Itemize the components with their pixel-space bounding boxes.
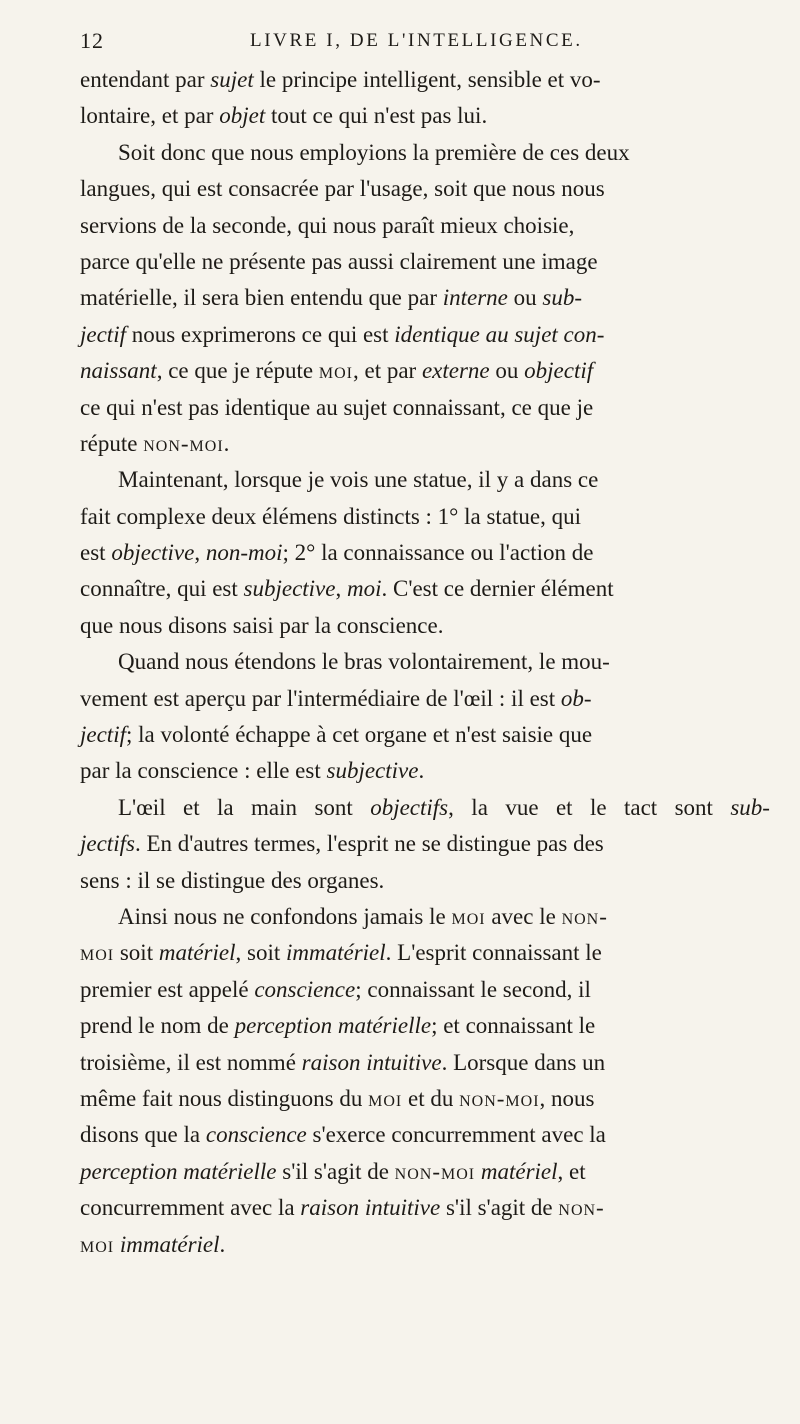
italic-run: raison intuitive xyxy=(300,1195,441,1221)
italic-run: objective xyxy=(111,540,195,566)
text-run: , la vue et le tact sont xyxy=(448,794,731,820)
text-run: , et xyxy=(557,1158,586,1184)
text-run: . xyxy=(223,430,230,456)
page-number: 12 xyxy=(80,28,104,53)
text-run: , soit xyxy=(235,940,286,966)
small-caps-run: non-moi xyxy=(459,1085,540,1111)
text-run: premier est appelé xyxy=(80,976,255,1002)
small-caps-run: moi xyxy=(451,903,486,929)
text-run: sens : il se distingue des organes. xyxy=(80,867,385,893)
italic-run: perception matérielle xyxy=(80,1158,277,1184)
text-line xyxy=(80,790,770,826)
text-run: prend le nom de xyxy=(80,1013,235,1039)
text-line xyxy=(80,644,770,680)
text-line xyxy=(80,717,770,753)
text-run: ; la volonté échappe à cet organe et n'est saisie que xyxy=(125,722,593,748)
text-run: ; et connaissant le xyxy=(431,1013,596,1039)
text-line xyxy=(80,753,770,789)
italic-run: interne xyxy=(442,285,508,311)
text-line xyxy=(80,1008,770,1044)
italic-run: moi xyxy=(346,576,382,602)
text-line xyxy=(80,681,770,717)
text-line xyxy=(80,1117,770,1153)
text-run: servions de la seconde, qui nous paraît mieux choisie, xyxy=(80,212,575,238)
italic-run: subjective xyxy=(243,576,336,602)
text-line xyxy=(80,317,770,353)
small-caps-run: non-moi xyxy=(143,430,224,456)
italic-run: matériel xyxy=(480,1158,558,1184)
text-run: s'il s'agit de xyxy=(440,1195,559,1221)
small-caps-run: non- xyxy=(561,903,608,929)
text-run: connaître, qui est xyxy=(80,576,244,602)
text-run: tout ce qui n'est pas lui. xyxy=(265,103,488,129)
text-run: vement est aperçu par l'intermédiaire de l'œil : il est xyxy=(80,685,561,711)
text-run: L'œil et la main sont xyxy=(118,794,371,820)
italic-run: matériel xyxy=(158,940,236,966)
text-line xyxy=(80,826,770,862)
small-caps-run: moi xyxy=(368,1085,403,1111)
text-run: lontaire, et par xyxy=(80,103,220,129)
italic-run: sub- xyxy=(730,794,770,820)
italic-run: sujet xyxy=(210,67,254,92)
text-line xyxy=(80,1045,770,1081)
text-line xyxy=(80,535,770,571)
text-line xyxy=(80,135,770,171)
text-run: Maintenant, lorsque je vois une statue, il y a dans ce xyxy=(118,467,599,493)
text-line xyxy=(80,462,770,498)
text-run: parce qu'elle ne présente pas aussi clairement une image xyxy=(80,248,598,274)
italic-run: jectif xyxy=(80,722,126,748)
text-run: troisième, il est nommé xyxy=(80,1049,302,1075)
page-header xyxy=(80,28,770,62)
text-run: ; connaissant le second, il xyxy=(355,976,591,1002)
text-line xyxy=(80,899,770,935)
text-run: est xyxy=(80,540,112,566)
text-run: . Lorsque dans un xyxy=(441,1049,606,1075)
text-line xyxy=(80,244,770,280)
text-line xyxy=(80,426,770,462)
text-run: nous exprimerons ce qui est xyxy=(125,321,395,347)
italic-run: objet xyxy=(219,103,266,129)
italic-run: subjective xyxy=(326,758,419,784)
text-line xyxy=(80,171,770,207)
text-run: s'exerce concurremment avec la xyxy=(306,1122,606,1148)
text-run: soit xyxy=(114,940,159,966)
text-run: , xyxy=(335,576,347,602)
italic-run: perception matérielle xyxy=(234,1013,432,1039)
text-line xyxy=(80,863,770,899)
text-run: . L'esprit connaissant le xyxy=(385,940,602,966)
running-head: LIVRE I, DE L'INTELLIGENCE. xyxy=(250,30,583,51)
small-caps-run: moi xyxy=(80,1231,115,1257)
text-run: . En d'autres termes, l'esprit ne se distingue pas des xyxy=(134,831,604,857)
text-run: et du xyxy=(402,1085,460,1111)
text-run: matérielle, il sera bien entendu que par xyxy=(80,285,443,311)
text-line xyxy=(80,208,770,244)
text-run: , nous xyxy=(539,1085,595,1111)
italic-run: raison intuitive xyxy=(301,1049,442,1075)
text-run: par la conscience : elle est xyxy=(80,758,327,784)
text-line xyxy=(80,1154,770,1190)
text-run: ou xyxy=(489,358,525,384)
text-line xyxy=(80,935,770,971)
text-line xyxy=(80,608,770,644)
small-caps-run: moi xyxy=(318,358,353,384)
text-run: fait complexe deux élémens distincts : 1° la statue, qui xyxy=(80,503,582,529)
text-line xyxy=(80,390,770,426)
italic-run: sub- xyxy=(542,285,583,311)
text-line xyxy=(80,1081,770,1117)
italic-run: naissant xyxy=(80,358,157,384)
text-run: répute xyxy=(80,430,144,456)
text-run: , ce que je répute xyxy=(156,358,319,384)
italic-run: jectifs xyxy=(80,831,135,857)
italic-run: identique au sujet con- xyxy=(394,321,605,347)
text-run: ; 2° la connaissance ou l'action de xyxy=(282,540,594,566)
body-text xyxy=(80,62,770,1263)
text-run: s'il s'agit de xyxy=(276,1158,395,1184)
italic-run: non-moi xyxy=(205,540,283,566)
text-run: entendant par xyxy=(80,67,211,92)
small-caps-run: moi xyxy=(80,940,115,966)
italic-run: objectif xyxy=(524,358,594,384)
text-run: . C'est ce dernier élément xyxy=(381,576,614,602)
text-run: . xyxy=(219,1231,226,1257)
italic-run: jectif xyxy=(80,321,126,347)
text-run: le principe intelligent, sensible et vo- xyxy=(253,67,601,92)
italic-run: externe xyxy=(421,358,490,384)
text-run: Soit donc que nous employions la première de ces deux xyxy=(118,139,630,165)
text-run: . xyxy=(418,758,425,784)
italic-run: conscience xyxy=(254,976,356,1002)
italic-run: conscience xyxy=(205,1122,307,1148)
text-line xyxy=(80,98,770,134)
text-run: Ainsi nous ne confondons jamais le xyxy=(118,903,452,929)
italic-run: immatériel xyxy=(285,940,386,966)
text-run: ce qui n'est pas identique au sujet connaissant, ce que je xyxy=(80,394,594,420)
text-line xyxy=(80,353,770,389)
text-run: langues, qui est consacrée par l'usage, soit que nous nous xyxy=(80,176,605,202)
text-run: concurremment avec la xyxy=(80,1195,301,1221)
text-line xyxy=(80,1227,770,1263)
text-line xyxy=(80,571,770,607)
text-run: , xyxy=(194,540,206,566)
text-line xyxy=(80,62,770,98)
text-line xyxy=(80,499,770,535)
text-run: avec le xyxy=(485,903,562,929)
text-run: que nous disons saisi par la conscience. xyxy=(80,612,444,638)
text-run: ou xyxy=(507,285,543,311)
text-run: , et par xyxy=(353,358,422,384)
text-line xyxy=(80,1190,770,1226)
italic-run: immatériel xyxy=(119,1231,220,1257)
text-line xyxy=(80,972,770,1008)
text-line xyxy=(80,280,770,316)
text-run: Quand nous étendons le bras volontairement, le mou- xyxy=(118,649,610,675)
italic-run: objectifs xyxy=(370,794,449,820)
text-run: même fait nous distinguons du xyxy=(80,1085,369,1111)
text-run: disons que la xyxy=(80,1122,206,1148)
small-caps-run: non-moi xyxy=(394,1158,476,1184)
small-caps-run: non- xyxy=(558,1195,605,1221)
italic-run: ob- xyxy=(560,685,592,711)
